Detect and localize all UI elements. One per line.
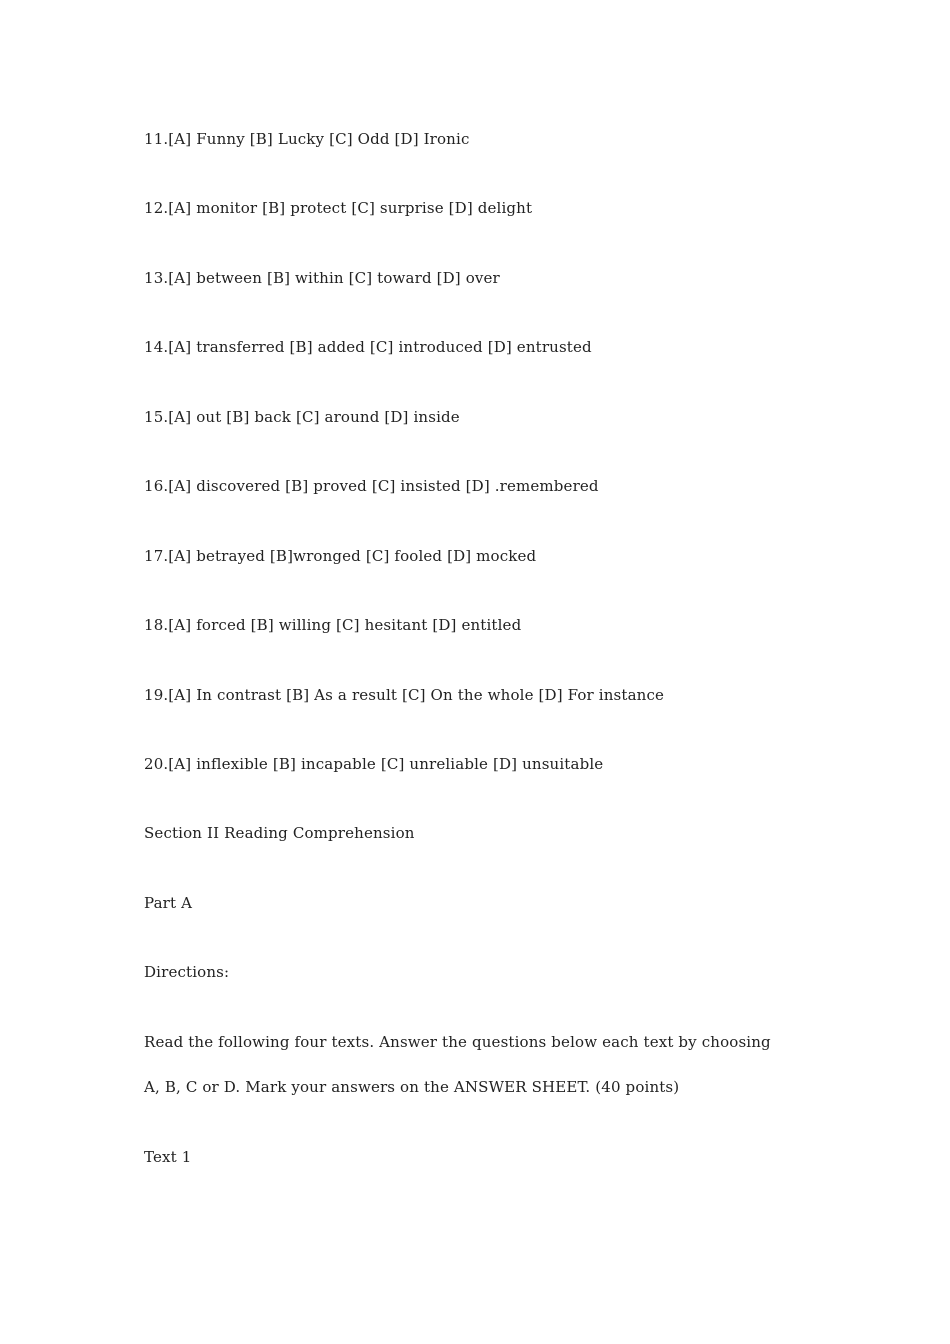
question-17: 17.[A] betrayed [B]wronged [C] fooled [D] mocked (144, 547, 537, 565)
directions-label: Directions: (144, 963, 230, 981)
section-title: Section II Reading Comprehension (144, 824, 415, 842)
question-16: 16.[A] discovered [B] proved [C] insisted [D] .remembered (144, 477, 599, 495)
directions-line-2: A, B, C or D. Mark your answers on the ANSWER SHEET. (40 points) (144, 1078, 680, 1096)
question-15: 15.[A] out [B] back [C] around [D] inside (144, 408, 460, 426)
text-heading: Text 1 (144, 1148, 192, 1166)
question-18: 18.[A] forced [B] willing [C] hesitant [D] entitled (144, 616, 522, 634)
question-19: 19.[A] In contrast [B] As a result [C] On the whole [D] For instance (144, 686, 665, 704)
question-20: 20.[A] inflexible [B] incapable [C] unreliable [D] unsuitable (144, 755, 604, 773)
directions-line-1: Read the following four texts. Answer the questions below each text by choosing (144, 1033, 771, 1051)
question-13: 13.[A] between [B] within [C] toward [D] over (144, 269, 500, 287)
question-14: 14.[A] transferred [B] added [C] introduced [D] entrusted (144, 338, 592, 356)
question-12: 12.[A] monitor [B] protect [C] surprise [D] delight (144, 199, 533, 217)
question-11: 11.[A] Funny [B] Lucky [C] Odd [D] Ironic (144, 130, 470, 148)
part-title: Part A (144, 894, 193, 912)
